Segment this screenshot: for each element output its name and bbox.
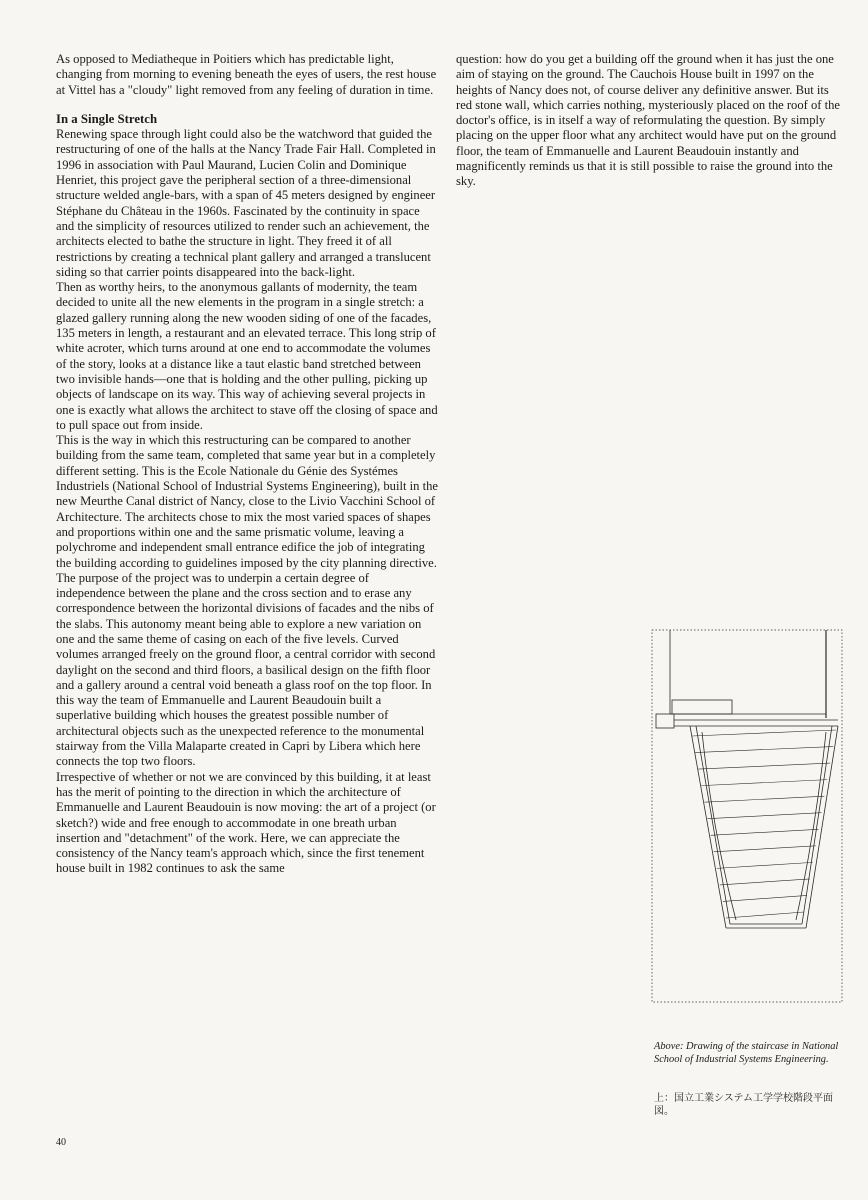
body-paragraph-2: Then as worthy heirs, to the anonymous gallants of modernity, the team decided to unite all the new elements in the program in a single stretch: a glazed gallery running along the new wooden siding of one of the facades, 135 meters in length, a restaurant and an elevated terrace. This long strip of white acroter, which turns around at one end to accommodate the volumes of the story, looks at a distance like a taut elastic band stretched between two invisible hands—one that is holding and the other pulling, picking up objects of landscape on its way. This way of achieving several projects in one is exactly what allows the architect to stave off the closing of space and to pull space out from inside. xyxy=(56,280,438,432)
stair-tread-line xyxy=(704,796,824,802)
stair-tread-line xyxy=(701,780,827,786)
figure-caption-japanese: 上：国立工業システム工学学校階段平面図。 xyxy=(654,1093,833,1117)
section-heading: In a Single Stretch xyxy=(56,111,158,126)
staircase-drawing xyxy=(650,628,844,1004)
paragraph-gap xyxy=(56,98,438,112)
figure-caption: Above: Drawing of the staircase in National School of Industrial Systems Engineering. xyxy=(654,1041,839,1065)
body-paragraph-3: This is the way in which this restructuring can be compared to another building from the same team, completed that same year but in a completely different setting. This is the Ecole Nationale du Génie des Systémes Industriels (National School of Industrial Systems Engineering), built in the new Meurthe Canal district of Nancy, close to the Livio Vacchini School of Architecture. The architects chose to mix the most varied spaces of shapes and proportions within one and the same prismatic volume, leaving a polychrome and independent small entrance edifice the job of integrating the building according to guidelines imposed by the city planning directive. The purpose of the project was to underpin a certain degree of independence between the plane and the cross section and to erase any correspondence between the horizontal divisions of facades and the nibs of the slabs. This autonomy meant being able to explore a new variation on one and the same theme of casing on each of the five levels. Curved volumes arranged freely on the ground floor, a central corridor with second daylight on the second and third floors, a basilical design on the fifth floor and a gallery around a central void beneath a glass roof on the top floor. In this way the team of Emmanuelle and Laurent Beaudouin built a superlative building which houses the greatest possible number of architectural objects such as the unexpected reference to the monumental stairway from the Villa Malaparte created in Capri by Libera which here connects the top two floors. xyxy=(56,433,438,769)
stair-tread-line xyxy=(723,895,807,901)
stair-tread-line xyxy=(692,730,836,736)
stair-tread-line xyxy=(698,763,830,769)
intro-paragraph: As opposed to Mediatheque in Poitiers which has predictable light, changing from morning to evening beneath the eyes of users, the rest house at Vittel has a "cloudy" light removed from any feeling of duration in time. xyxy=(56,52,437,97)
body-paragraph-1: Renewing space through light could also be the watchword that guided the restructuring of one of the halls at the Nancy Trade Fair Hall. Completed in 1996 in association with Paul Maurand, Lucien Colin and Dominique Henriet, this project gave the peripheral section of a three-dimensional structure welded angle-bars, with a span of 45 meters designed by engineer Stéphane du Château in the 1960s. Fascinated by the continuity in space and the simplicity of resources utilized to render such an achievement, the architects elected to bathe the structure in light. They freed it of all restrictions by creating a technical plant gallery and arranged a translucent siding so that carrier points disappeared into the back-light. xyxy=(56,127,436,279)
stair-tread-line xyxy=(714,846,816,852)
stair-tread-line xyxy=(726,912,804,918)
stair-tread-line xyxy=(717,862,813,868)
right-text-column xyxy=(456,52,842,190)
body-paragraph-4: Irrespective of whether or not we are convinced by this building, it at least has the merit of pointing to the direction in which the architecture of Emmanuelle and Laurent Beaudouin is now moving: the art of a project (or sketch?) wide and free enough to accommodate in one breath urban insertion and "detachment" of the work. Here, we can appreciate the consistency of the Nancy team's approach which, since the first tenement house built in 1982 continues to ask the same xyxy=(56,769,436,876)
continued-paragraph: question: how do you get a building off the ground when it has just the one aim of staying on the ground. The Cauchois House built in 1997 on the heights of Nancy does not, of course deliver any definitive answer. But its red stone wall, which carries nothing, mysteriously placed on the roof of the doctor's office, is in itself a way of reformulating the question. By simply placing on the upper floor what any architect would have put on the ground floor, the team of Emmanuelle and Laurent Beaudouin instantly and magnificently reminds us that it is still possible to raise the ground into the sky. xyxy=(456,52,841,189)
page-number: 40 xyxy=(56,1137,66,1148)
stair-tread-line xyxy=(711,829,819,835)
stair-tread-line xyxy=(695,747,833,753)
stair-tread-line xyxy=(720,879,810,885)
stair-tread-line xyxy=(707,813,821,819)
left-text-column xyxy=(56,52,438,877)
